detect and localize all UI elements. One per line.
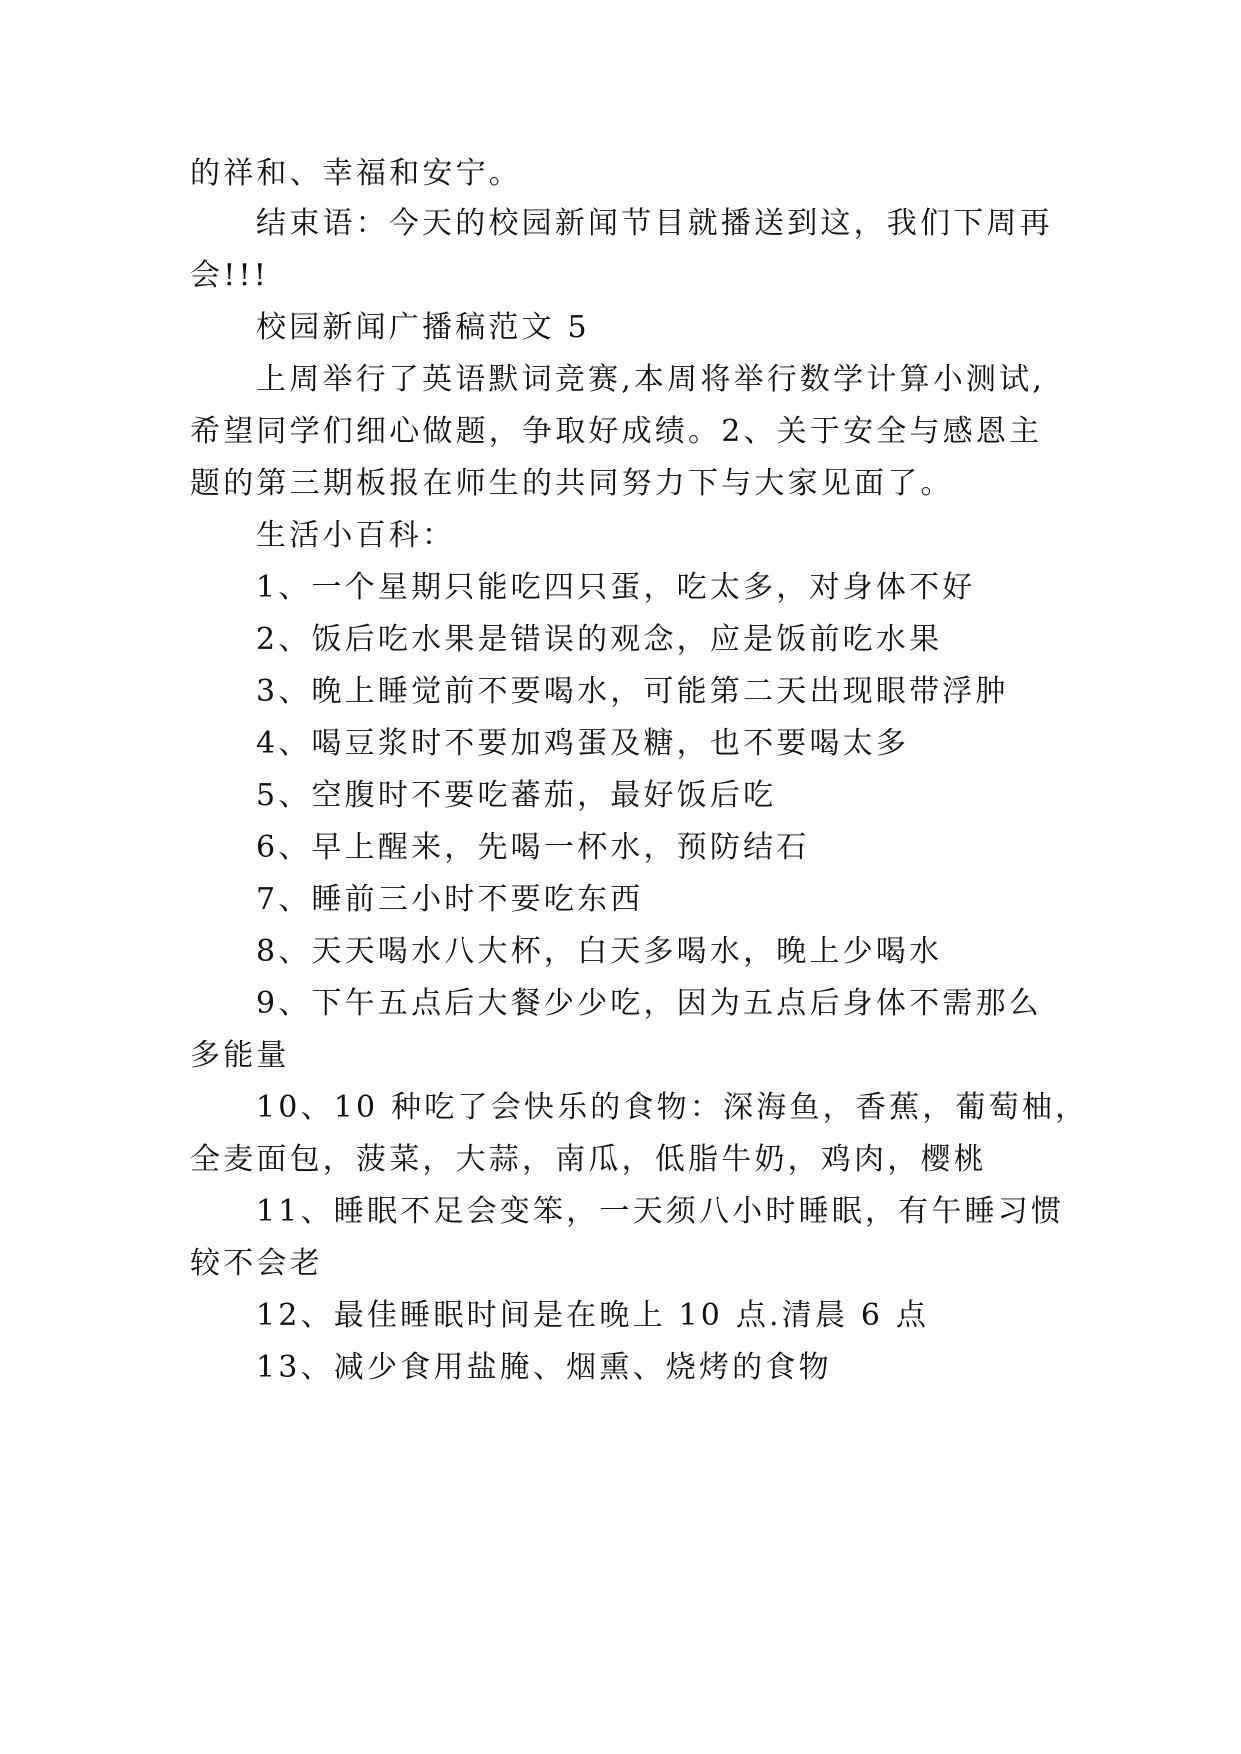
list-item-continuation: 较不会老 [190,1246,323,1281]
text-line: 的祥和、幸福和安宁。 [190,156,522,191]
list-item: 5、空腹时不要吃蕃茄，最好饭后吃 [256,778,777,813]
section-heading: 生活小百科： [256,518,456,553]
text-line: 结束语：今天的校园新闻节目就播送到这，我们下周再 [256,206,1053,241]
list-item: 7、睡前三小时不要吃东西 [256,882,644,917]
list-item: 3、晚上睡觉前不要喝水，可能第二天出现眼带浮肿 [256,674,1009,709]
text-line: 会!!! [190,258,269,293]
list-item: 13、减少食用盐腌、烟熏、烧烤的食物 [256,1350,832,1385]
list-item-continuation: 全麦面包，菠菜，大蒜，南瓜，低脂牛奶，鸡肉，樱桃 [190,1142,987,1177]
list-item: 11、睡眠不足会变笨，一天须八小时睡眠，有午睡习惯 [256,1194,1065,1229]
list-item: 6、早上醒来，先喝一杯水，预防结石 [256,830,810,865]
list-item: 1、一个星期只能吃四只蛋，吃太多，对身体不好 [256,570,976,605]
list-item: 4、喝豆浆时不要加鸡蛋及糖，也不要喝太多 [256,726,910,761]
text-line: 上周举行了英语默词竞赛,本周将举行数学计算小测试, [256,362,1046,397]
list-item: 12、最佳睡眠时间是在晚上 10 点.清晨 6 点 [256,1298,930,1333]
list-item: 9、下午五点后大餐少少吃，因为五点后身体不需那么 [256,986,1042,1021]
text-line: 希望同学们细心做题，争取好成绩。2、关于安全与感恩主 [190,414,1043,449]
list-item: 8、天天喝水八大杯，白天多喝水，晚上少喝水 [256,934,943,969]
list-item-continuation: 多能量 [190,1038,290,1073]
list-item: 10、10 种吃了会快乐的食物：深海鱼，香蕉，葡萄柚， [256,1090,1089,1125]
text-line: 题的第三期板报在师生的共同努力下与大家见面了。 [190,466,954,501]
section-heading: 校园新闻广播稿范文 5 [256,310,590,345]
list-item: 2、饭后吃水果是错误的观念，应是饭前吃水果 [256,622,943,657]
